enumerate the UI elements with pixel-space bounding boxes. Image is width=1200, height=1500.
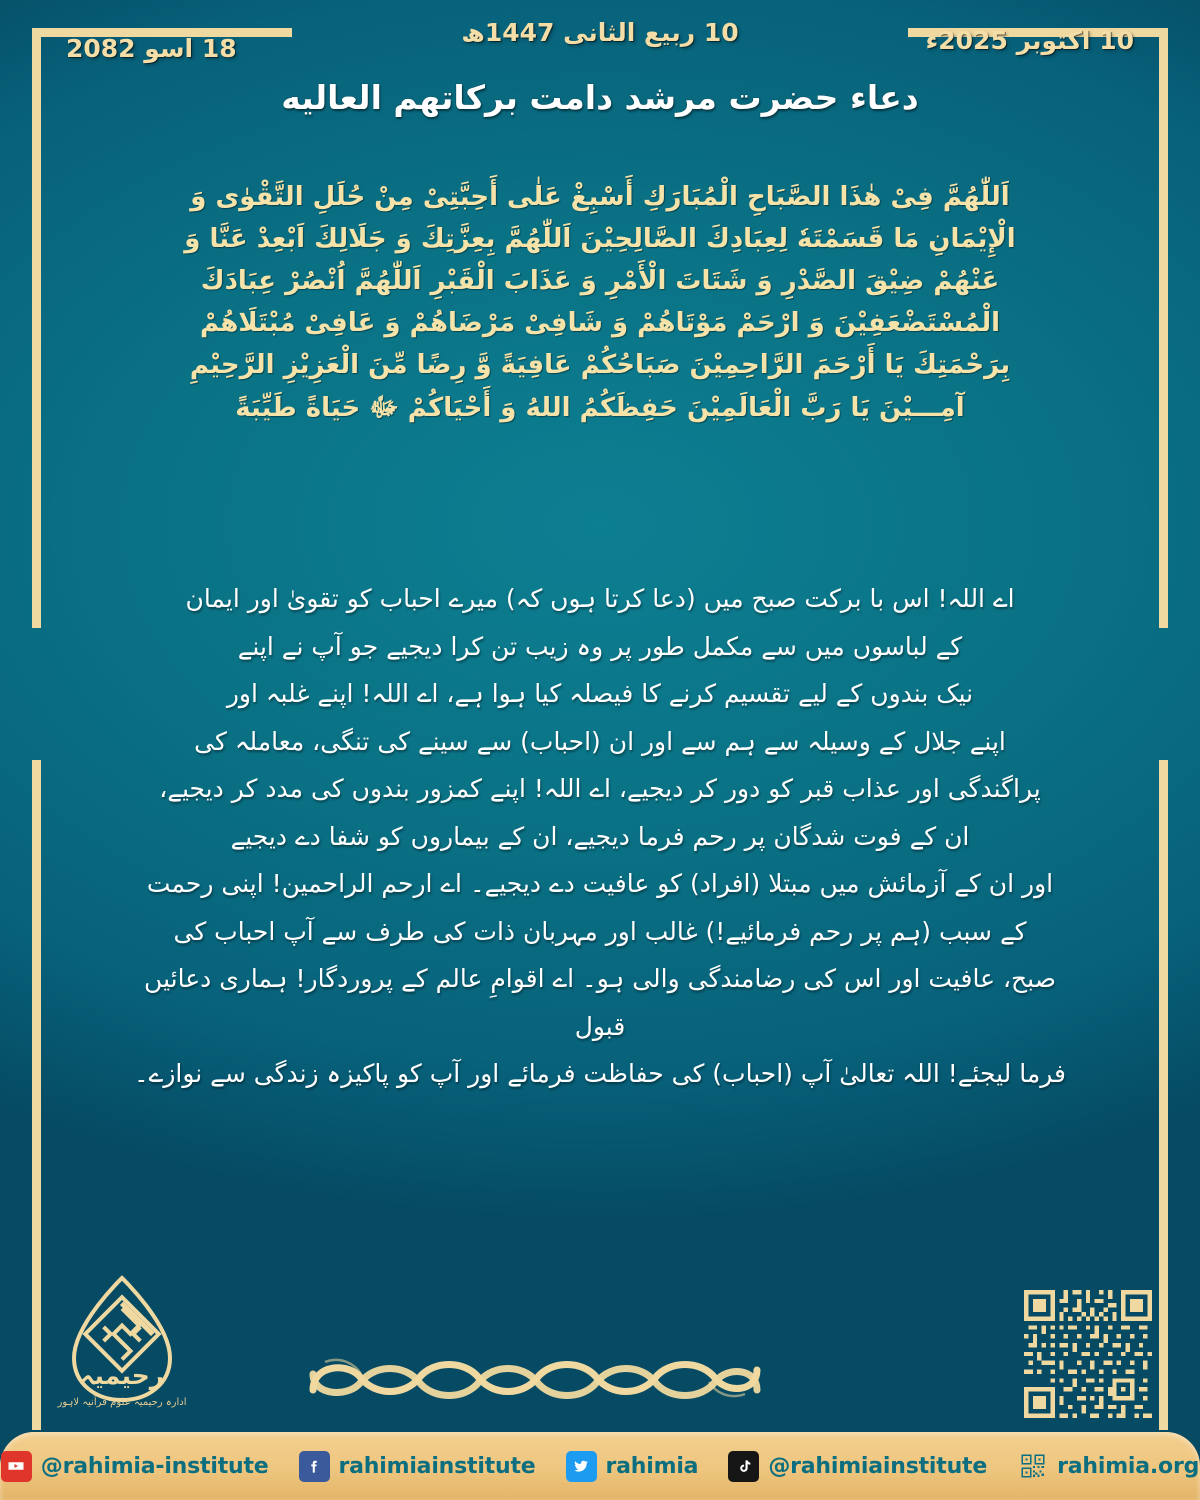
tiktok-handle: @rahimiainstitute [768, 1453, 988, 1479]
social-footer-bar [0, 1432, 1200, 1500]
logo-subtitle-text: ادارہ رحیمیہ علوم قرآنیہ لاہور [57, 1397, 187, 1408]
twitter-icon [566, 1451, 597, 1482]
urdu-line: ان کے فوت شدگان پر رحم فرما دیجیے، ان کے بیماروں کو شفا دے دیجیے [230, 821, 970, 851]
facebook-handle: rahimiainstitute [338, 1453, 536, 1479]
qr-website-icon [1017, 1451, 1048, 1482]
social-link-youtube[interactable] [1, 1451, 269, 1482]
logo-name-text: رحیمیہ [79, 1361, 165, 1390]
page-title: دعاء حضرت مرشد دامت برکاتهم العالیه [281, 78, 919, 117]
urdu-line: اے اللہ! اس با برکت صبح میں (دعا کرتا ہوں کہ) میرے احباب کو تقویٰ اور ایمان [185, 584, 1015, 613]
tiktok-icon [728, 1451, 759, 1482]
rahimia-logo-mark [52, 1272, 192, 1422]
date-bikrami: 18 اسو 2082 [66, 34, 237, 63]
social-link-website[interactable] [1017, 1451, 1199, 1482]
date-hijri: 10 ربیع الثانی 1447ھ [461, 18, 739, 47]
youtube-handle: @rahimia-institute [40, 1453, 269, 1479]
urdu-translation [130, 575, 1070, 1098]
ornament-flourish-icon [295, 1338, 775, 1418]
date-gregorian: 10 اکتوبر 2025ء [925, 26, 1134, 55]
urdu-line: نیک بندوں کے لیے تقسیم کرنے کا فیصلہ کیا ہوا ہے، اے اللہ! اپنے غلبہ اور [226, 679, 974, 708]
urdu-line: اپنے جلال کے وسیلہ سے ہم سے اور ان (احباب) سے سینے کی تنگی، معاملہ کی [194, 726, 1006, 756]
social-link-facebook[interactable] [299, 1451, 536, 1482]
website-handle: rahimia.org [1057, 1453, 1200, 1479]
social-link-twitter[interactable] [566, 1451, 699, 1482]
youtube-icon [1, 1451, 32, 1482]
facebook-icon [299, 1451, 330, 1482]
urdu-line: پراگندگی اور عذاب قبر کو دور کر دیجیے، اے اللہ! اپنے کمزور بندوں کی مدد کر دیجیے، [159, 774, 1041, 803]
twitter-handle: rahimia [605, 1453, 699, 1479]
urdu-line: کے لباسوں میں سے مکمل طور پر وہ زیب تن کرا دیجیے جو آپ نے اپنے [237, 631, 963, 661]
arabic-dua-text: اَللّٰهُمَّ فِىْ هٰذَا الصَّبَاحِ الْمُبَارَكِ أَسْبِغْ عَلٰى أَحِبَّتِىْ مِنْ حُلَلِ التَّقْوٰى وَ الْإِيْمَانِ مَا قَسَمْتَهٗ لِعِبَادِكَ الصَّالِحِيْنَ اَللّٰهُمَّ بِعِزَّتِكَ وَ جَلَالِكَ اَبْعِدْ عَنَّا وَ عَنْهُمْ ضِيْقَ الصَّدْرِ وَ شَتَاتَ الْأَمْرِ وَ عَذَابَ الْقَبْرِ اَللّٰهُمَّ اُنْصُرْ عِبَادَكَ الْمُسْتَضْعَفِيْنَ وَ ارْحَمْ مَوْتَاهُمْ وَ شَافِىْ مَرْضَاهُمْ وَ عَافِىْ مُبْتَلَاهُمْ بِرَحْمَتِكَ يَا أَرْحَمَ الرَّاحِمِيْنَ صَبَاحُكُمْ عَافِيَةً وَّ رِضًا مِّنَ الْعَزِيْزِ الرَّحِيْمِ آمِـــيْنَ يَا رَبَّ الْعَالَمِيْنَ حَفِظَكُمُ اللهُ وَ أَحْيَاكُمْ ﷻ حَيَاةً طَيِّبَةً [184, 182, 1016, 423]
frame-bottom-right-corner [1159, 1421, 1168, 1430]
rahimia-logo [52, 1272, 192, 1422]
frame-bottom-left-corner [32, 1421, 41, 1430]
qr-code[interactable] [1024, 1290, 1152, 1418]
frame-right-upper [1159, 28, 1168, 628]
urdu-line: صبح، عافیت اور اس کی رضامندگی والی ہو۔ اے اقوامِ عالم کے پروردگار! ہماری دعائیں قبول [144, 964, 1056, 1041]
frame-left-lower [32, 760, 41, 1430]
social-link-tiktok[interactable] [728, 1451, 987, 1482]
urdu-line: فرما لیجئے! اللہ تعالیٰ آپ (احباب) کی حفاظت فرمائے اور آپ کو پاکیزہ زندگی سے نوازے۔ [134, 1059, 1066, 1088]
frame-left-upper [32, 28, 41, 628]
frame-right-lower [1159, 760, 1168, 1430]
urdu-line: کے سبب (ہم پر رحم فرمائیے!) غالب اور مہربان ذات کی طرف سے آپ احباب کی [173, 916, 1027, 946]
urdu-line: اور ان کے آزمائش میں مبتلا (افراد) کو عافیت دے دیجیے۔ اے ارحم الراحمین! اپنی رحمت [146, 869, 1054, 898]
